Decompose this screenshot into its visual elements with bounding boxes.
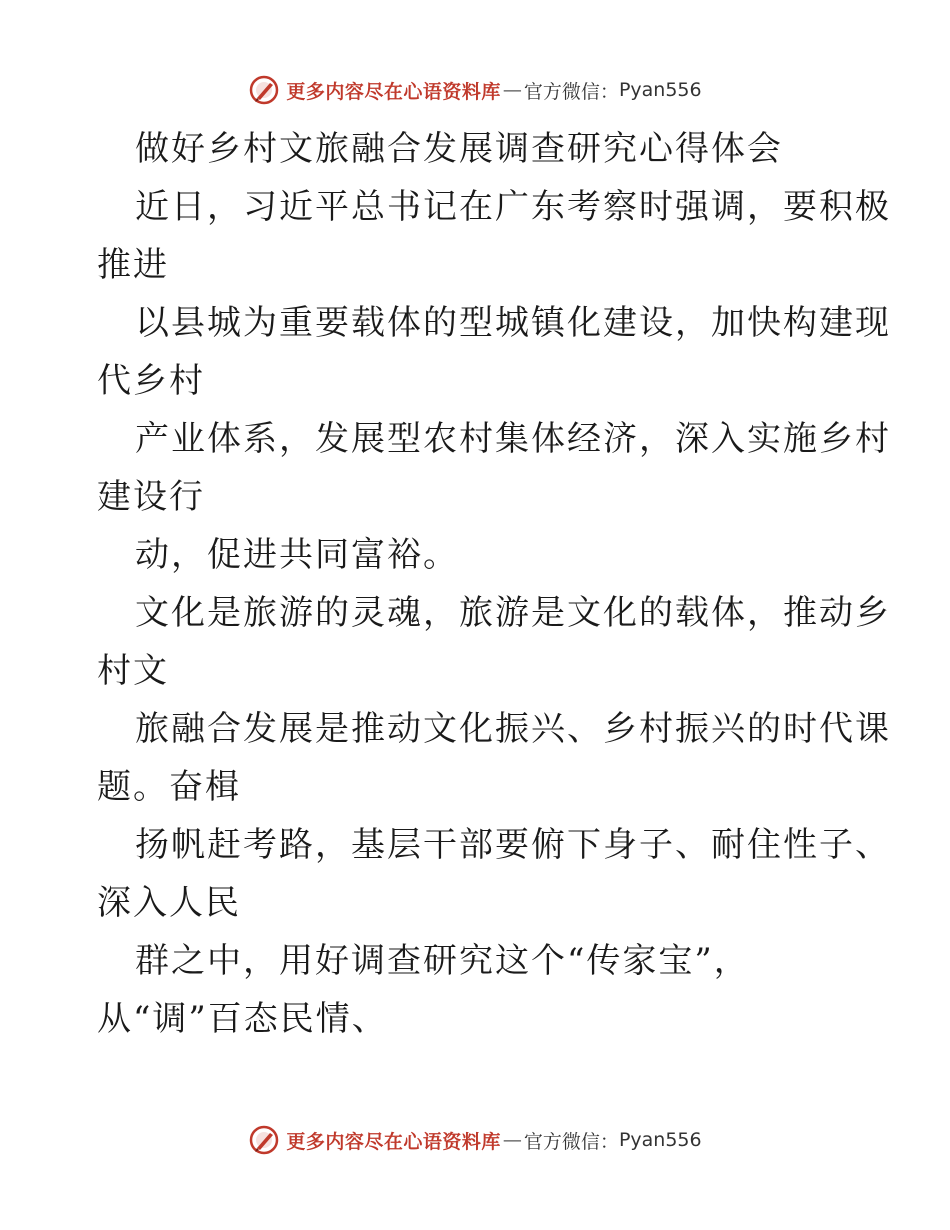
document-body (97, 120, 891, 1048)
paragraph-line: 从“调”百态民情、 (97, 999, 388, 1039)
paragraph-line: 推进 (97, 245, 169, 285)
paragraph-line: 以县城为重要载体的型城镇化建设，加快构建现 (135, 303, 891, 343)
document-title: 做好乡村文旅融合发展调查研究心得体会 (135, 129, 783, 169)
watermark-wechat-label: 官方微信： (523, 80, 619, 103)
paragraph-line: 扬帆赶考路，基层干部要俯下身子、耐住性子、 (135, 825, 891, 865)
paragraph-line: 近日，习近平总书记在广东考察时强调，要积极 (135, 187, 891, 227)
watermark-brand: 更多内容尽在心语资料库 (286, 80, 501, 103)
paragraph-line: 建设行 (97, 477, 205, 517)
watermark-wechat-id: Pyan556 (618, 1129, 702, 1151)
watermark-brand: 更多内容尽在心语资料库 (286, 1130, 501, 1153)
paragraph-line: 群之中，用好调查研究这个“传家宝”， (135, 941, 750, 981)
header-watermark (0, 70, 950, 110)
watermark-wechat-id: Pyan556 (618, 79, 702, 101)
quill-pen-seal-icon (248, 1124, 280, 1156)
paragraph-line: 村文 (97, 651, 169, 691)
watermark-dash: — (502, 1129, 522, 1151)
footer-watermark (0, 1120, 950, 1160)
watermark-dash: — (502, 79, 522, 101)
paragraph-line: 文化是旅游的灵魂，旅游是文化的载体，推动乡 (135, 593, 891, 633)
paragraph-line: 产业体系，发展型农村集体经济，深入实施乡村 (135, 419, 891, 459)
paragraph-line: 深入人民 (97, 883, 241, 923)
paragraph-line: 题。奋楫 (97, 767, 241, 807)
paragraph-line: 旅融合发展是推动文化振兴、乡村振兴的时代课 (135, 709, 891, 749)
quill-pen-seal-icon (248, 74, 280, 106)
paragraph-line: 动，促进共同富裕。 (135, 535, 459, 575)
watermark-wechat-label: 官方微信： (523, 1130, 619, 1153)
paragraph-line: 代乡村 (97, 361, 205, 401)
